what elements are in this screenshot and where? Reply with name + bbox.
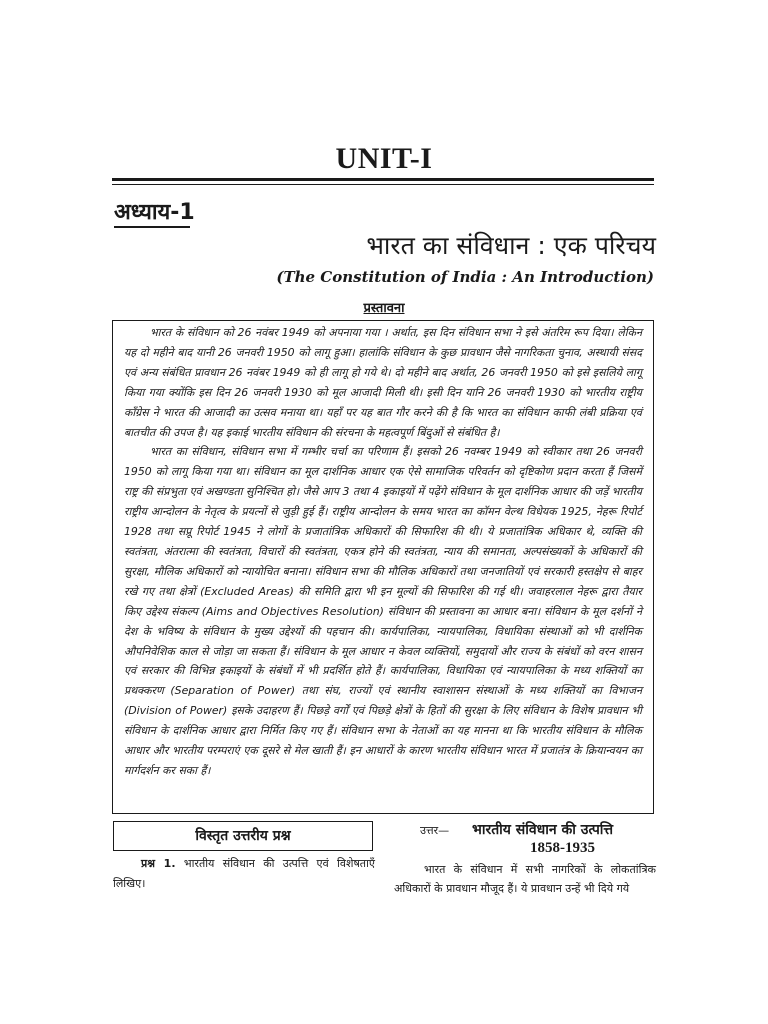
chapter-underline — [114, 226, 190, 228]
answer-years: 1858-1935 — [530, 840, 595, 856]
answer-text: भारत के संविधान में सभी नागरिकों के लोकतांत्रिक अधिकारों के प्रावधान मौजूद हैं। ये प्रावधान उन्हें भी दिये गये — [394, 863, 656, 895]
question-number: प्रश्न 1. — [141, 857, 176, 870]
header-rule-thin — [112, 184, 654, 185]
intro-box — [112, 320, 654, 814]
chapter-title-english: (The Constitution of India : An Introduction) — [276, 268, 654, 286]
answer-title: भारतीय संविधान की उत्पत्ति — [472, 822, 614, 838]
section-heading — [0, 298, 768, 316]
intro-paragraph: भारत का संविधान, संविधान सभा में गम्भीर चर्चा का परिणाम हैं। इसको 26 नवम्बर 1949 को स्वीकार तथा 26 जनवरी 1950 को लागू किया गया था। संविधान का मूल दार्शनिक आधार एक ऐसे सामाजिक परिवर्तन को दृष्टिकोण प्रदान करता हैं जिसमें राष्ट्र की संप्रभुता एवं अखण्डता सुनिश्चित हो। जैसे आप 3 तथा 4 इकाइयों में पढ़ेंगे संविधान के मूल दार्शनिक आधार की जड़ें भारतीय राष्ट्रीय आन्दोलन के नेतृत्व के प्रयत्नों से जुड़ी हुई हैं। राष्ट्रीय आन्दोलन के समय भारत का कॉमन वेल्थ विधेयक 1925, नेहरू रिपोर्ट 1928 तथा सप्रू रिपोर्ट 1945 ने लोगों के प्रजातांत्रिक अधिकारों की सिफारिश की थी। ये प्रजातांत्रिक अधिकार थे, व्यक्ति की स्वतंत्रता, अंतरात्मा की स्वतंत्रता, विचारों की स्वतंत्रता, एकत्र होने की स्वतंत्रता, न्याय की समानता, अल्पसंख्यकों के अधिकारों की सुरक्षा, मौलिक अधिकारों को न्यायोचित बनाना। संविधान सभा की मौलिक अधिकारों तथा जनजातियों एवं सरकारी हस्तक्षेप से बाहर रखे गए तथा क्षेत्रों (Excluded Areas) की समिति द्वारा भी इन मूल्यों की सिफारिश की गई थी। जवाहरलाल नेहरू द्वारा तैयार किए उद्देश्य संकल्प (Aims and Objectives Resolution) संविधान की प्रस्तावना का आधार बना। संविधान के मूल दर्शनों ने देश के भविष्य के संविधान के मुख्य उद्देश्यों की पहचान की। कार्यपालिका, न्यायपालिका, विधायिका संस्थाओं को भी दार्शनिक औपनिवेशिक काल से जोड़ा जा सकता हैं। संविधान के मूल आधार न केवल व्यक्तियों, समुदायों और राज्य के संबंधों को वरन शासन एवं सरकार की विभिन्न इकाइयों के संबंधों में भी प्रदर्शित होते हैं। कार्यपालिका, विधायिका एवं न्यायपालिका के मध्य शक्तियों का प्रथक्करण (Separation of Power) तथा संघ, राज्यों एवं स्थानीय स्वाशासन संस्थाओं के मध्य शक्तियों का विभाजन (Division of Power) इसके उदाहरण हैं। पिछड़े वर्गों एवं पिछड़े क्षेत्रों के हितों की सुरक्षा के लिए संविधान के विशेष प्रावधान भी संविधान के दार्शनिक आधार द्वारा निर्मित किए गए हैं। संविधान सभा के नेताओं का यह मानना था कि भारतीय संविधान के मौलिक आधार और भारतीय परम्पराएं एक दूसरे से मेल खाती हैं। इन आधारों के कारण भारतीय संविधान भारत में प्रजातंत्र के क्रियान्वयन का मार्गदर्शन कर सका हैं। — [124, 445, 642, 777]
question-section-heading: विस्तृत उत्तरीय प्रश्न — [113, 821, 373, 851]
section-heading-text: प्रस्तावना — [363, 301, 405, 316]
unit-title: UNIT-I — [335, 142, 433, 175]
chapter-label: अध्याय-1 — [114, 200, 195, 225]
question-text: भारतीय संविधान की उत्पत्ति एवं विशेषताएँ लिखिए। — [113, 857, 376, 890]
answer-label: उत्तर— — [420, 824, 450, 837]
chapter-title-hindi: भारत का संविधान : एक परिचय — [366, 231, 656, 260]
intro-paragraph: भारत के संविधान को 26 नवंबर 1949 को अपनाया गया । अर्थात, इस दिन संविधान सभा ने इसे अंतरिम रूप दिया। लेकिन यह दो महीने बाद यानी 26 जनवरी 1950 को लागू हुआ। हालांकि संविधान के कुछ प्रावधान जैसे नागरिकता चुनाव, अस्थायी संसद एवं अन्य संबंधित प्रावधान 26 नवंबर 1949 को ही लागू हो गये थे। दो महीने बाद अर्थात, 26 जनवरी 1950 को इसे इसलिये लागू किया गया क्योंकि इस दिन 26 जनवरी 1930 को मूल आजादी मिली थी। इसी दिन यानि 26 जनवरी 1930 को भारतीय राष्ट्रीय कॉंग्रेस ने भारत की आजादी का उत्सव मनाया था। यहाँ पर यह बात गौर करने की है कि भारत का संविधान काफी लंबी प्रक्रिया एवं बातचीत की उपज है। यह इकाई भारतीय संविधान की संरचना के महत्वपूर्ण बिंदुओं से संबंधित है। — [124, 326, 642, 439]
question — [113, 854, 375, 894]
header-rule-thick — [112, 178, 654, 181]
